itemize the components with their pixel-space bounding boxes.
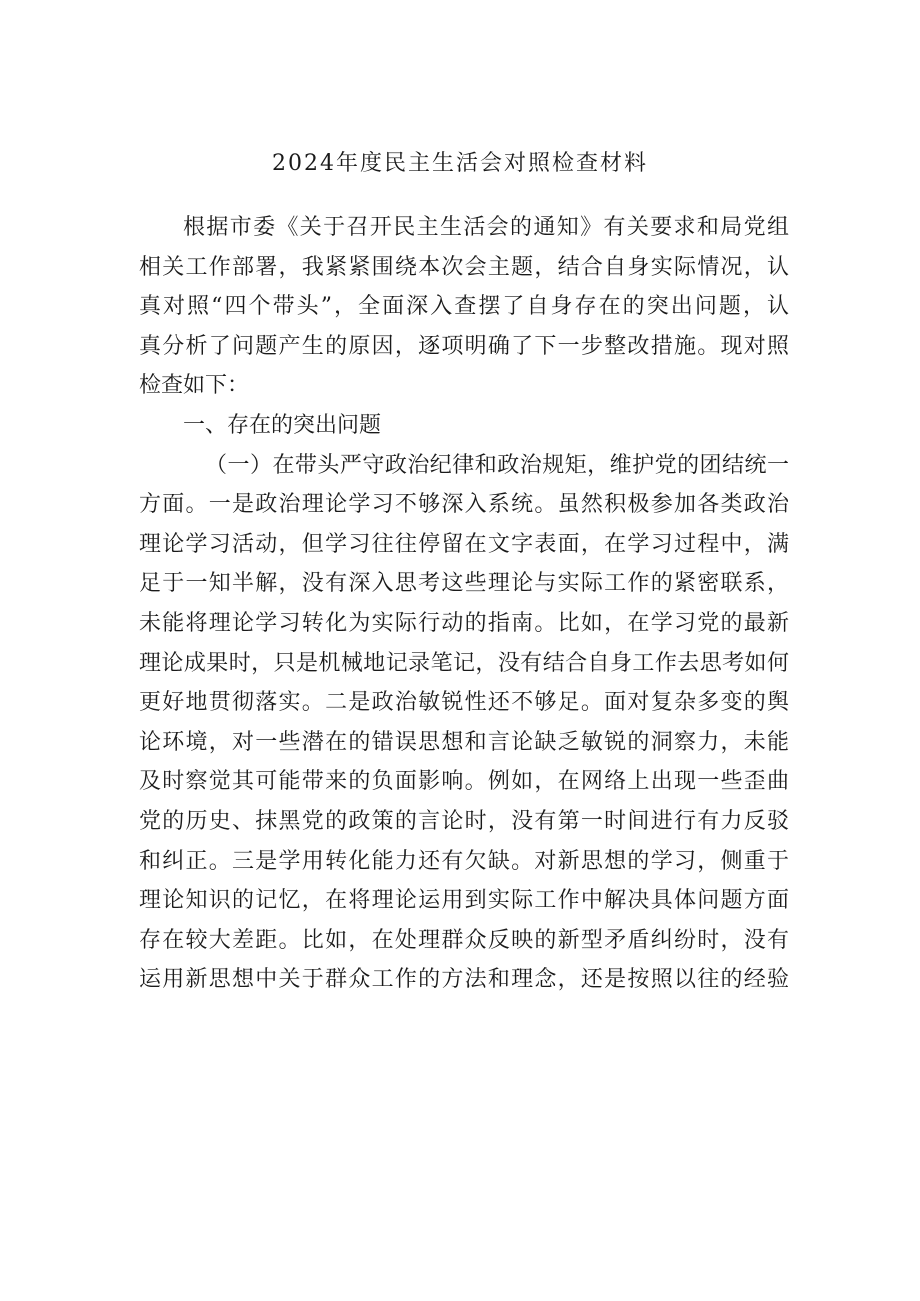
paragraph-line: 根据市委《关于召开民主生活会的通知》有关要求和局党组 xyxy=(183,215,789,240)
paragraph-line: 足于一知半解，没有深入思考这些理论与实际工作的紧密联系， xyxy=(139,571,789,597)
paragraph-line: 论环境，对一些潜在的错误思想和言论缺乏敏锐的洞察力，未能 xyxy=(139,729,789,755)
paragraph-line: 真分析了问题产生的原因，逐项明确了下一步整改措施。现对照 xyxy=(139,333,789,359)
paragraph-line: 方面。一是政治理论学习不够深入系统。虽然积极参加各类政治 xyxy=(139,492,789,518)
paragraph-line: 存在较大差距。比如，在处理群众反映的新型矛盾纠纷时，没有 xyxy=(139,927,789,953)
paragraph-line: 检查如下： xyxy=(139,373,250,399)
paragraph-line: 相关工作部署，我紧紧围绕本次会主题，结合自身实际情况，认 xyxy=(139,254,789,280)
paragraph-line: 更好地贯彻落实。二是政治敏锐性还不够足。面对复杂多变的舆 xyxy=(139,690,789,716)
paragraph-line: （一）在带头严守政治纪律和政治规矩，维护党的团结统一 xyxy=(205,452,789,478)
paragraph-line: 党的历史、抹黑党的政策的言论时，没有第一时间进行有力反驳 xyxy=(139,808,789,834)
document-title: 2024年度民主生活会对照检查材料 xyxy=(272,151,648,176)
paragraph-line: 真对照“四个带头”，全面深入查摆了自身存在的突出问题，认 xyxy=(139,294,789,320)
section-heading: 一、存在的突出问题 xyxy=(183,412,382,438)
paragraph-line: 未能将理论学习转化为实际行动的指南。比如，在学习党的最新 xyxy=(139,610,789,636)
document-body xyxy=(139,208,789,1000)
paragraph-line: 运用新思想中关于群众工作的方法和理念，还是按照以往的经验 xyxy=(139,967,789,993)
paragraph-line: 和纠正。三是学用转化能力还有欠缺。对新思想的学习，侧重于 xyxy=(139,848,789,874)
paragraph-line: 及时察觉其可能带来的负面影响。例如，在网络上出现一些歪曲 xyxy=(139,769,789,795)
paragraph-line: 理论知识的记忆，在将理论运用到实际工作中解决具体问题方面 xyxy=(139,888,789,914)
paragraph-line: 理论成果时，只是机械地记录笔记，没有结合自身工作去思考如何 xyxy=(139,650,789,676)
paragraph-line: 理论学习活动，但学习往往停留在文字表面，在学习过程中，满 xyxy=(139,531,789,557)
